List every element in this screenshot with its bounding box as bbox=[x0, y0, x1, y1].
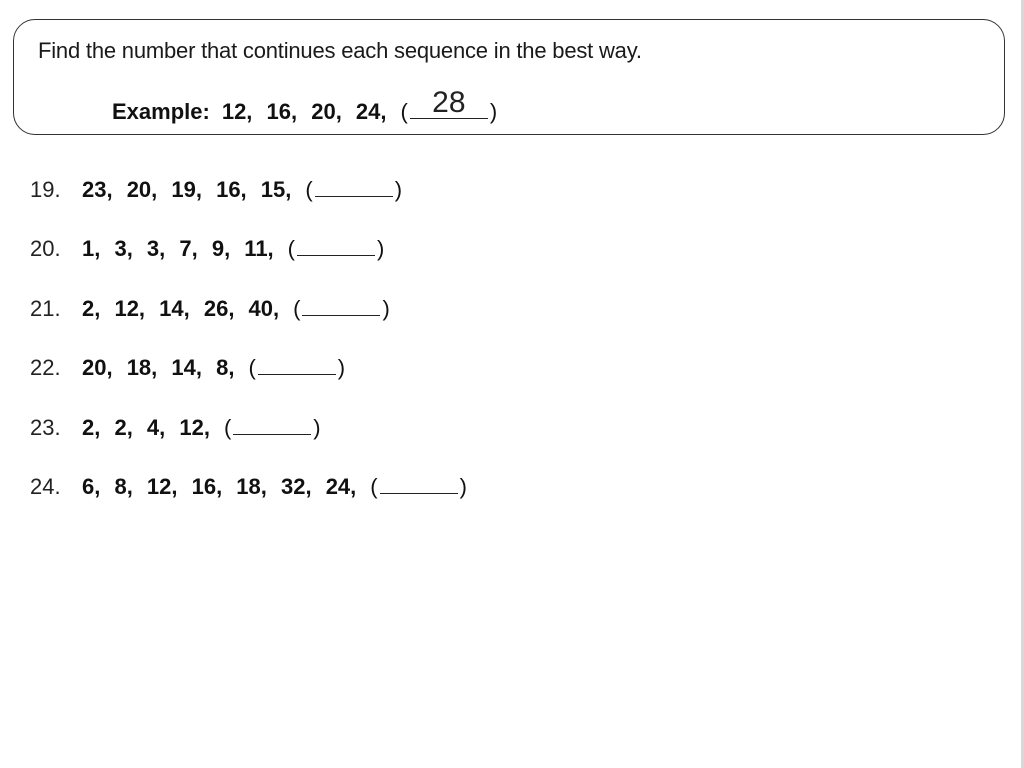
answer-blank[interactable] bbox=[233, 412, 311, 435]
answer-blank[interactable] bbox=[258, 352, 336, 375]
example-answer-blank bbox=[410, 86, 488, 119]
question-number: 23. bbox=[30, 415, 61, 440]
paren-open: ( bbox=[370, 474, 378, 499]
answer-blank[interactable] bbox=[297, 233, 375, 256]
question-24 bbox=[30, 471, 467, 500]
paren-close: ) bbox=[313, 415, 321, 440]
question-number: 20. bbox=[30, 236, 61, 261]
example-line bbox=[112, 86, 498, 125]
paren-close: ) bbox=[382, 296, 390, 321]
question-sequence: 1, 3, 3, 7, 9, 11, bbox=[82, 236, 274, 261]
question-sequence: 2, 2, 4, 12, bbox=[82, 415, 210, 440]
question-22 bbox=[30, 352, 345, 381]
question-19 bbox=[30, 174, 402, 203]
paren-close: ) bbox=[489, 99, 498, 124]
question-number: 22. bbox=[30, 355, 61, 380]
paren-close: ) bbox=[459, 474, 467, 499]
question-23 bbox=[30, 412, 321, 441]
paren-close: ) bbox=[337, 355, 346, 380]
paren-close: ) bbox=[394, 177, 403, 202]
instruction-text: Find the number that continues each sequence in the best way. bbox=[38, 38, 642, 63]
question-sequence: 20, 18, 14, 8, bbox=[82, 355, 235, 380]
question-number: 19. bbox=[30, 177, 61, 202]
question-sequence: 23, 20, 19, 16, 15, bbox=[82, 177, 292, 202]
question-number: 24. bbox=[30, 474, 61, 499]
example-answer: 28 bbox=[432, 86, 466, 119]
question-sequence: 2, 12, 14, 26, 40, bbox=[82, 296, 280, 321]
question-sequence: 6, 8, 12, 16, 18, 32, 24, bbox=[82, 474, 357, 499]
question-20 bbox=[30, 233, 384, 262]
instruction-box bbox=[13, 19, 1005, 135]
paren-open: ( bbox=[293, 296, 301, 321]
example-sequence: 12, 16, 20, 24, bbox=[221, 99, 387, 124]
example-label: Example: bbox=[112, 99, 210, 124]
paren-close: ) bbox=[377, 236, 385, 261]
answer-blank[interactable] bbox=[302, 293, 380, 316]
question-21 bbox=[30, 293, 390, 322]
paren-open: ( bbox=[305, 177, 313, 202]
paren-open: ( bbox=[223, 415, 232, 440]
paren-open: ( bbox=[400, 99, 408, 124]
paren-open: ( bbox=[248, 355, 256, 380]
answer-blank[interactable] bbox=[315, 174, 393, 197]
question-number: 21. bbox=[30, 296, 61, 321]
paren-open: ( bbox=[287, 236, 295, 261]
answer-blank[interactable] bbox=[380, 471, 458, 494]
